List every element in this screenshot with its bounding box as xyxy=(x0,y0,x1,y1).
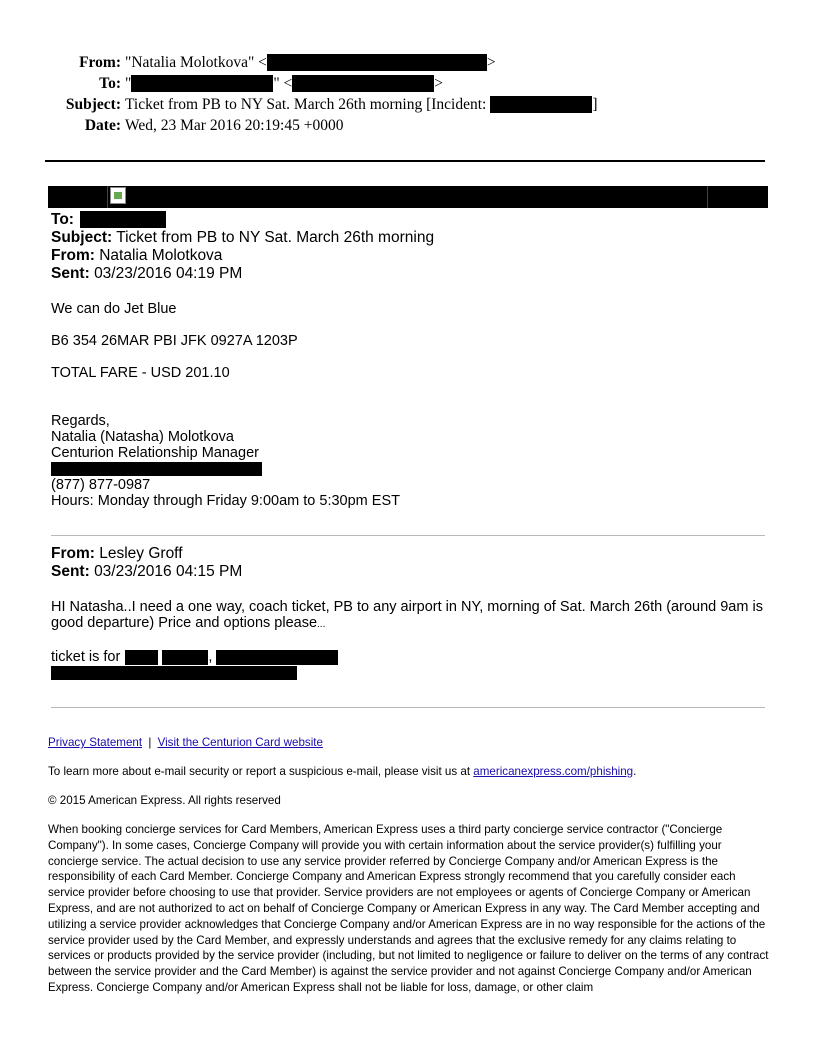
header-subject-row xyxy=(0,94,598,115)
header-from-value: "Natalia Molotkova" < xyxy=(125,54,267,71)
message1-flight-line: B6 354 26MAR PBI JFK 0927A 1203P xyxy=(51,333,298,349)
header-to-open: " xyxy=(125,75,132,92)
message1-regards: Regards, xyxy=(51,413,110,429)
privacy-statement-link[interactable]: Privacy Statement xyxy=(48,736,143,749)
message-divider xyxy=(51,707,765,708)
message-divider xyxy=(51,535,765,536)
redacted-ticket-line-2 xyxy=(51,666,297,680)
message1-to-label: To: xyxy=(51,211,74,228)
message1-signature-phone: (877) 877-0987 xyxy=(51,477,151,493)
footer-separator: | xyxy=(148,736,152,749)
message1-from-label: From: xyxy=(51,247,95,264)
message1-sent-row xyxy=(51,265,242,283)
footer-security-end: . xyxy=(633,765,637,778)
message1-body-line: We can do Jet Blue xyxy=(51,301,177,317)
redacted-incident-id xyxy=(490,96,592,113)
message1-subject-row xyxy=(51,229,434,247)
redacted-banner xyxy=(48,186,768,208)
redacted-ticket-name-2 xyxy=(162,650,208,665)
message1-from-row xyxy=(51,247,222,265)
redacted-to-email xyxy=(292,75,434,92)
message1-subject-value: Ticket from PB to NY Sat. March 26th morning xyxy=(116,229,435,246)
phishing-link[interactable]: americanexpress.com/phishing xyxy=(473,765,634,778)
redacted-ticket-name-1 xyxy=(125,650,158,665)
header-from-close: > xyxy=(486,54,496,71)
header-to-close: > xyxy=(434,75,444,92)
footer-disclaimer: When booking concierge services for Card Members, American Express uses a third party concierge service contractor ("Concierge Company"). In some cases, Concierge Company will provide you with certain information about the service provider(s) fulfilling your concierge service. The actual decision to use any service provider referred by Concierge Company and/or American Express is the responsibility of each Card Member. Concierge Company and American Express strongly recommend that you carefully consider each service provider before choosing to use that provider. Service providers are not employees or agents of Concierge Company or American Express, and are not authorized to act on behalf of Concierge Company or American Express in any way. The Card Member accepting and utilizing a service provider acknowledges that Concierge Company and/or American Express are in no way responsible for the actions of the service provider used by the Card Member, and expressly understands and agrees that the exclusive remedy for any claims relating to services or products provided by the service provider (including, but not limited to negligence or failure to deliver on the terms of any contract between the service provider and the Card Member) is against the service provider and not against Concierge Company and/or American Express. Concierge Company and/or American Express shall not be liable for loss, damage, or other claim xyxy=(48,823,769,994)
message1-sent-label: Sent: xyxy=(51,265,90,282)
message1-signature-title: Centurion Relationship Manager xyxy=(51,445,259,461)
message1-sent-value: 03/23/2016 04:19 PM xyxy=(94,265,243,282)
message1-subject-label: Subject: xyxy=(51,229,113,246)
header-subject-close: ] xyxy=(592,96,598,113)
header-date-value: Wed, 23 Mar 2016 20:19:45 +0000 xyxy=(125,117,344,134)
message2-sent-label: Sent: xyxy=(51,563,90,580)
header-from-row xyxy=(0,52,598,73)
redacted-signature-line xyxy=(51,462,262,476)
message2-sent-row xyxy=(51,563,242,581)
redacted-message1-to xyxy=(80,211,166,228)
message1-signature-hours: Hours: Monday through Friday 9:00am to 5:30pm EST xyxy=(51,493,400,509)
message2-from-value: Lesley Groff xyxy=(99,545,183,562)
message2-comma: , xyxy=(208,649,213,665)
message2-from-row xyxy=(51,545,183,563)
header-subject-label: Subject: xyxy=(65,96,121,113)
broken-image-icon xyxy=(110,187,126,204)
centurion-website-link[interactable]: Visit the Centurion Card website xyxy=(157,736,323,749)
redacted-ticket-name-3 xyxy=(216,650,338,665)
email-header xyxy=(0,52,598,136)
header-to-mid: " < xyxy=(273,75,293,92)
banner-divider xyxy=(107,186,108,208)
banner-divider xyxy=(707,186,708,208)
header-date-row xyxy=(0,115,598,136)
header-divider xyxy=(45,160,765,162)
header-to-row xyxy=(0,73,598,94)
message1-signature-name: Natalia (Natasha) Molotkova xyxy=(51,429,234,445)
header-to-label: To: xyxy=(99,75,121,92)
footer-links xyxy=(48,735,323,751)
redacted-from-email xyxy=(267,54,487,71)
message2-body-line: HI Natasha..I need a one way, coach ticket, PB to any airport in NY, morning of Sat. March 26th (around 9am is xyxy=(51,599,763,615)
message2-ticket-line xyxy=(51,649,338,666)
message1-to-row xyxy=(51,211,166,229)
header-subject-value: Ticket from PB to NY Sat. March 26th morning [Incident: xyxy=(125,96,487,113)
message1-fare-line: TOTAL FARE - USD 201.10 xyxy=(51,365,230,381)
header-date-label: Date: xyxy=(84,117,121,134)
message2-ellipsis: ... xyxy=(317,619,326,630)
message1-from-value: Natalia Molotkova xyxy=(99,247,223,264)
footer-copyright: © 2015 American Express. All rights reserved xyxy=(48,794,281,807)
message2-body-line xyxy=(51,615,325,633)
header-from-label: From: xyxy=(79,54,121,71)
message2-from-label: From: xyxy=(51,545,95,562)
footer-security-notice xyxy=(48,764,636,780)
message2-ticket-prefix: ticket is for xyxy=(51,649,121,665)
message2-body-text: good departure) Price and options please xyxy=(51,615,318,631)
message2-sent-value: 03/23/2016 04:15 PM xyxy=(94,563,243,580)
footer-security-text: To learn more about e-mail security or report a suspicious e-mail, please visit us at xyxy=(48,765,471,778)
redacted-to-name xyxy=(131,75,273,92)
